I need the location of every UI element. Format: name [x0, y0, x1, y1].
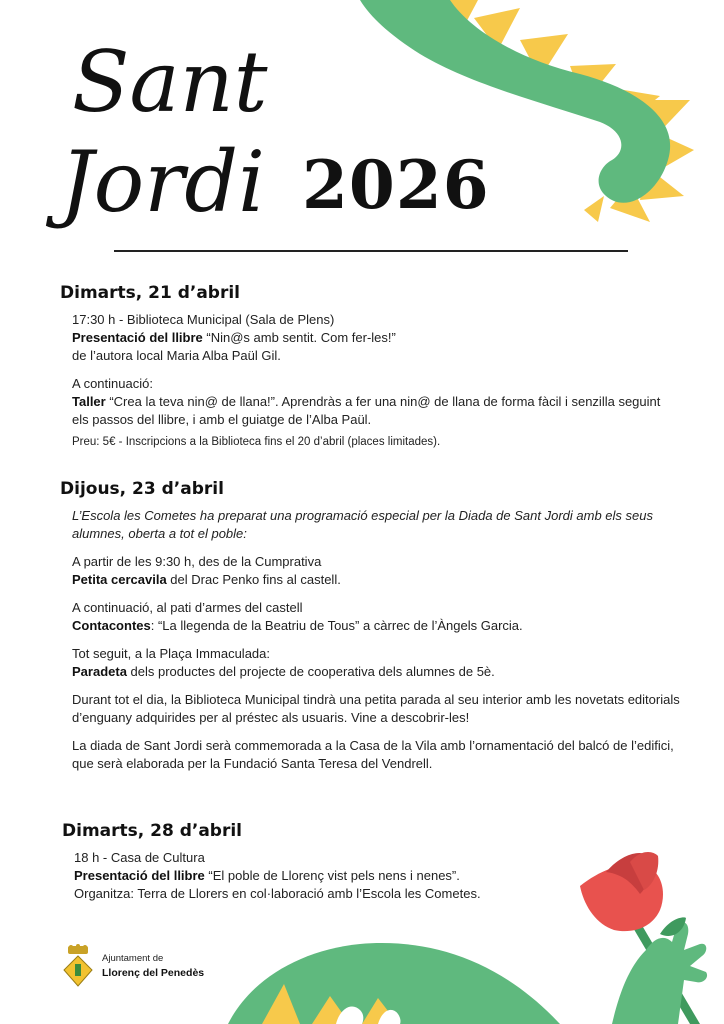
event-workshop: Taller “Crea la teva nin@ de llana!”. Aprendràs a fer una nin@ de llana de forma fàcil i senzilla seguint els passos del llibre, i amb el guiatge de l’Alba Paül. [72, 394, 661, 427]
event-cercavila: A partir de les 9:30 h, des de la Cumprativa Petita cercavila del Drac Penko fins al castell. [72, 554, 341, 587]
event-organizer: Organitza: Terra de Llorers en col·laboració amb l’Escola les Cometes. [74, 886, 481, 901]
event-author-line: de l’autora local Maria Alba Paül Gil. [72, 348, 281, 363]
event-section-28-april [62, 821, 562, 903]
event-intro: L’Escola les Cometes ha preparat una programació especial per la Diada de Sant Jordi amb els seus alumnes, oberta a tot el poble: [72, 508, 653, 541]
event-library-stand: Durant tot el dia, la Biblioteca Municipal tindrà una petita parada al seu interior amb les novetats editorials d’enguany adquirides per al préstec als usuaris. Vine a descobrir-les! [72, 692, 680, 725]
org-label-name: Llorenç del Penedès [102, 967, 205, 979]
title-sant: Sant [72, 33, 268, 131]
event-continuation: A continuació: [72, 376, 153, 391]
event-date-heading: Dimarts, 28 d’abril [62, 821, 243, 841]
event-section-21-april [60, 283, 680, 461]
title-divider [114, 250, 628, 252]
event-time-place: 18 h - Casa de Cultura [74, 850, 205, 865]
dragon-claw [612, 922, 707, 1024]
event-paradeta: Tot seguit, a la Plaça Immaculada: Paradeta dels productes del projecte de cooperativa dels alumnes de 5è. [72, 646, 495, 679]
event-price: Preu: 5€ - Inscripcions a la Biblioteca fins el 20 d’abril (places limitades). [72, 436, 441, 448]
event-title-line: Presentació del llibre “El poble de Llorenç vist pels nens i nenes”. [74, 868, 460, 883]
event-date-heading: Dimarts, 21 d’abril [60, 283, 241, 303]
event-contacontes: A continuació, al pati d’armes del castell Contacontes: “La llegenda de la Beatriu de Tous” a càrrec de l’Àngels Garcia. [72, 600, 523, 633]
municipality-logo [62, 944, 204, 988]
event-date-heading: Dijous, 23 d’abril [60, 479, 224, 499]
event-time-place: 17:30 h - Biblioteca Municipal (Sala de Plens) [72, 312, 335, 327]
title-jordi: Jordi [60, 133, 266, 231]
event-section-23-april [60, 479, 680, 783]
event-title-line: Presentació del llibre “Nin@s amb sentit. Com fer-les!” [72, 330, 396, 345]
org-label-small: Ajuntament de [102, 953, 164, 964]
municipal-crest-icon [62, 944, 94, 988]
event-town-hall: La diada de Sant Jordi serà commemorada a la Casa de la Vila amb l’ornamentació del balcó de l’edifici, que serà elaborada per la Fundació Santa Teresa del Vendrell. [72, 738, 674, 771]
title-year: 2026 [302, 146, 490, 224]
